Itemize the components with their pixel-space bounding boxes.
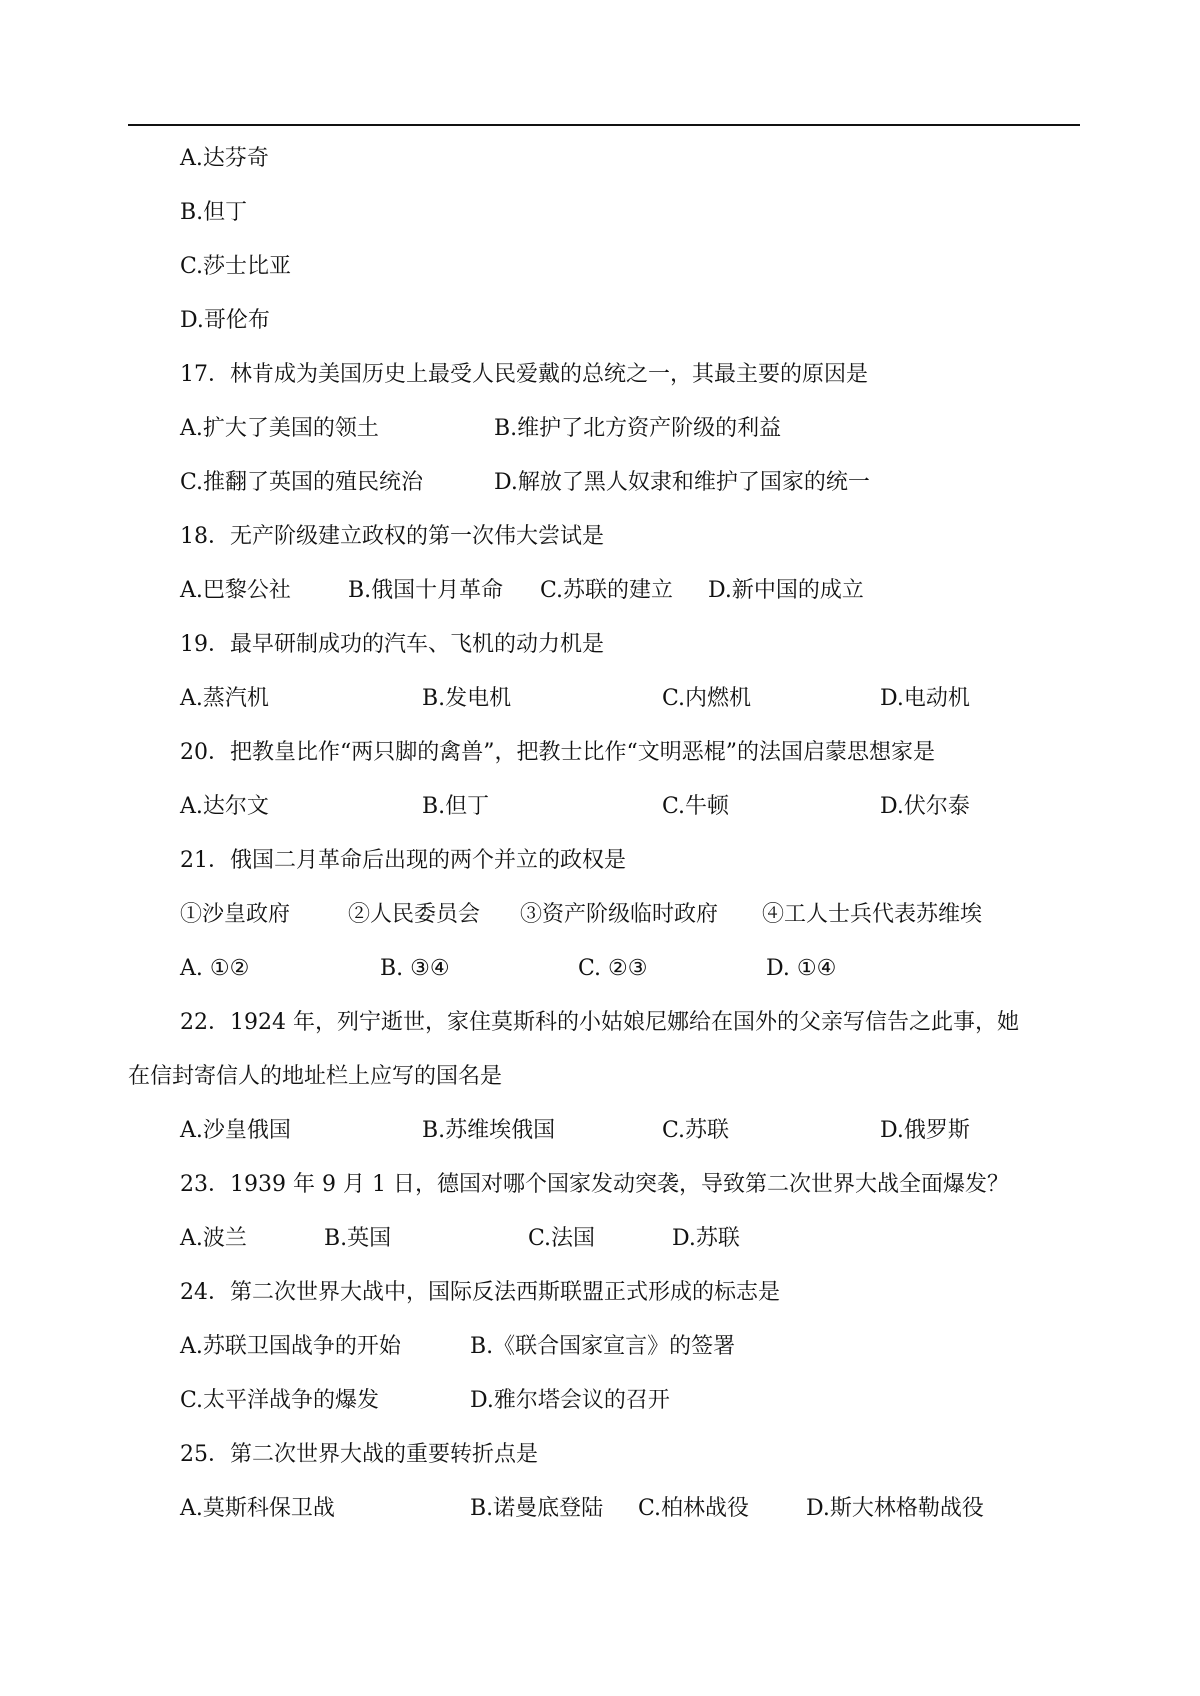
q21-item-4: ④工人士兵代表苏维埃 — [762, 902, 983, 927]
q22-option-b: B.苏维埃俄国 — [422, 1118, 556, 1143]
q18-stem: 18．无产阶级建立政权的第一次伟大尝试是 — [180, 524, 604, 549]
q19-option-d: D.电动机 — [880, 686, 970, 711]
q16-option-b: B.但丁 — [180, 200, 248, 225]
q24-option-b: B.《联合国家宣言》的签署 — [470, 1334, 736, 1359]
q20-option-a: A.达尔文 — [180, 794, 269, 819]
q20-stem: 20．把教皇比作“两只脚的禽兽”，把教士比作“文明恶棍”的法国启蒙思想家是 — [180, 740, 935, 765]
q24-option-c: C.太平洋战争的爆发 — [180, 1388, 380, 1413]
q17-option-c: C.推翻了英国的殖民统治 — [180, 470, 424, 495]
q20-option-b: B.但丁 — [422, 794, 490, 819]
q24-stem: 24．第二次世界大战中，国际反法西斯联盟正式形成的标志是 — [180, 1280, 780, 1305]
q21-item-2: ②人民委员会 — [348, 902, 481, 927]
q23-option-c: C.法国 — [528, 1226, 596, 1251]
q21-option-d: D. ①④ — [766, 956, 837, 981]
q23-option-d: D.苏联 — [672, 1226, 740, 1251]
q18-option-b: B.俄国十月革命 — [348, 578, 504, 603]
q17-option-a: A.扩大了美国的领土 — [180, 416, 379, 441]
q23-option-b: B.英国 — [324, 1226, 392, 1251]
q22-option-c: C.苏联 — [662, 1118, 730, 1143]
q21-option-c: C. ②③ — [578, 956, 648, 981]
q19-option-a: A.蒸汽机 — [180, 686, 269, 711]
q25-option-b: B.诺曼底登陆 — [470, 1496, 604, 1521]
q16-option-d: D.哥伦布 — [180, 308, 270, 333]
q22-stem-line2: 在信封寄信人的地址栏上应写的国名是 — [128, 1064, 503, 1089]
q16-option-c: C.莎士比亚 — [180, 254, 292, 279]
q19-option-c: C.内燃机 — [662, 686, 752, 711]
q22-stem-line1: 22．1924 年，列宁逝世，家住莫斯科的小姑娘尼娜给在国外的父亲写信告之此事，她 — [180, 1010, 1019, 1035]
q22-option-d: D.俄罗斯 — [880, 1118, 970, 1143]
header-rule — [128, 124, 1080, 126]
q20-option-d: D.伏尔泰 — [880, 794, 970, 819]
q19-option-b: B.发电机 — [422, 686, 512, 711]
q18-option-a: A.巴黎公社 — [180, 578, 291, 603]
q17-option-b: B.维护了北方资产阶级的利益 — [494, 416, 782, 441]
q23-option-a: A.波兰 — [180, 1226, 247, 1251]
q21-item-1: ①沙皇政府 — [180, 902, 291, 927]
q21-option-b: B. ③④ — [380, 956, 450, 981]
q22-option-a: A.沙皇俄国 — [180, 1118, 291, 1143]
q25-option-d: D.斯大林格勒战役 — [806, 1496, 984, 1521]
q18-option-d: D.新中国的成立 — [708, 578, 864, 603]
q25-option-a: A.莫斯科保卫战 — [180, 1496, 335, 1521]
q25-stem: 25．第二次世界大战的重要转折点是 — [180, 1442, 538, 1467]
q17-option-d: D.解放了黑人奴隶和维护了国家的统一 — [494, 470, 870, 495]
q18-option-c: C.苏联的建立 — [540, 578, 674, 603]
q23-stem: 23．1939 年 9 月 1 日，德国对哪个国家发动突袭，导致第二次世界大战全面爆发？ — [180, 1172, 1009, 1197]
q21-option-a: A. ①② — [180, 956, 250, 981]
q17-stem: 17．林肯成为美国历史上最受人民爱戴的总统之一，其最主要的原因是 — [180, 362, 868, 387]
q24-option-a: A.苏联卫国战争的开始 — [180, 1334, 401, 1359]
q21-item-3: ③资产阶级临时政府 — [520, 902, 719, 927]
q24-option-d: D.雅尔塔会议的召开 — [470, 1388, 670, 1413]
q20-option-c: C.牛顿 — [662, 794, 730, 819]
q25-option-c: C.柏林战役 — [638, 1496, 750, 1521]
q16-option-a: A.达芬奇 — [180, 146, 269, 171]
q19-stem: 19．最早研制成功的汽车、飞机的动力机是 — [180, 632, 604, 657]
q21-stem: 21．俄国二月革命后出现的两个并立的政权是 — [180, 848, 626, 873]
